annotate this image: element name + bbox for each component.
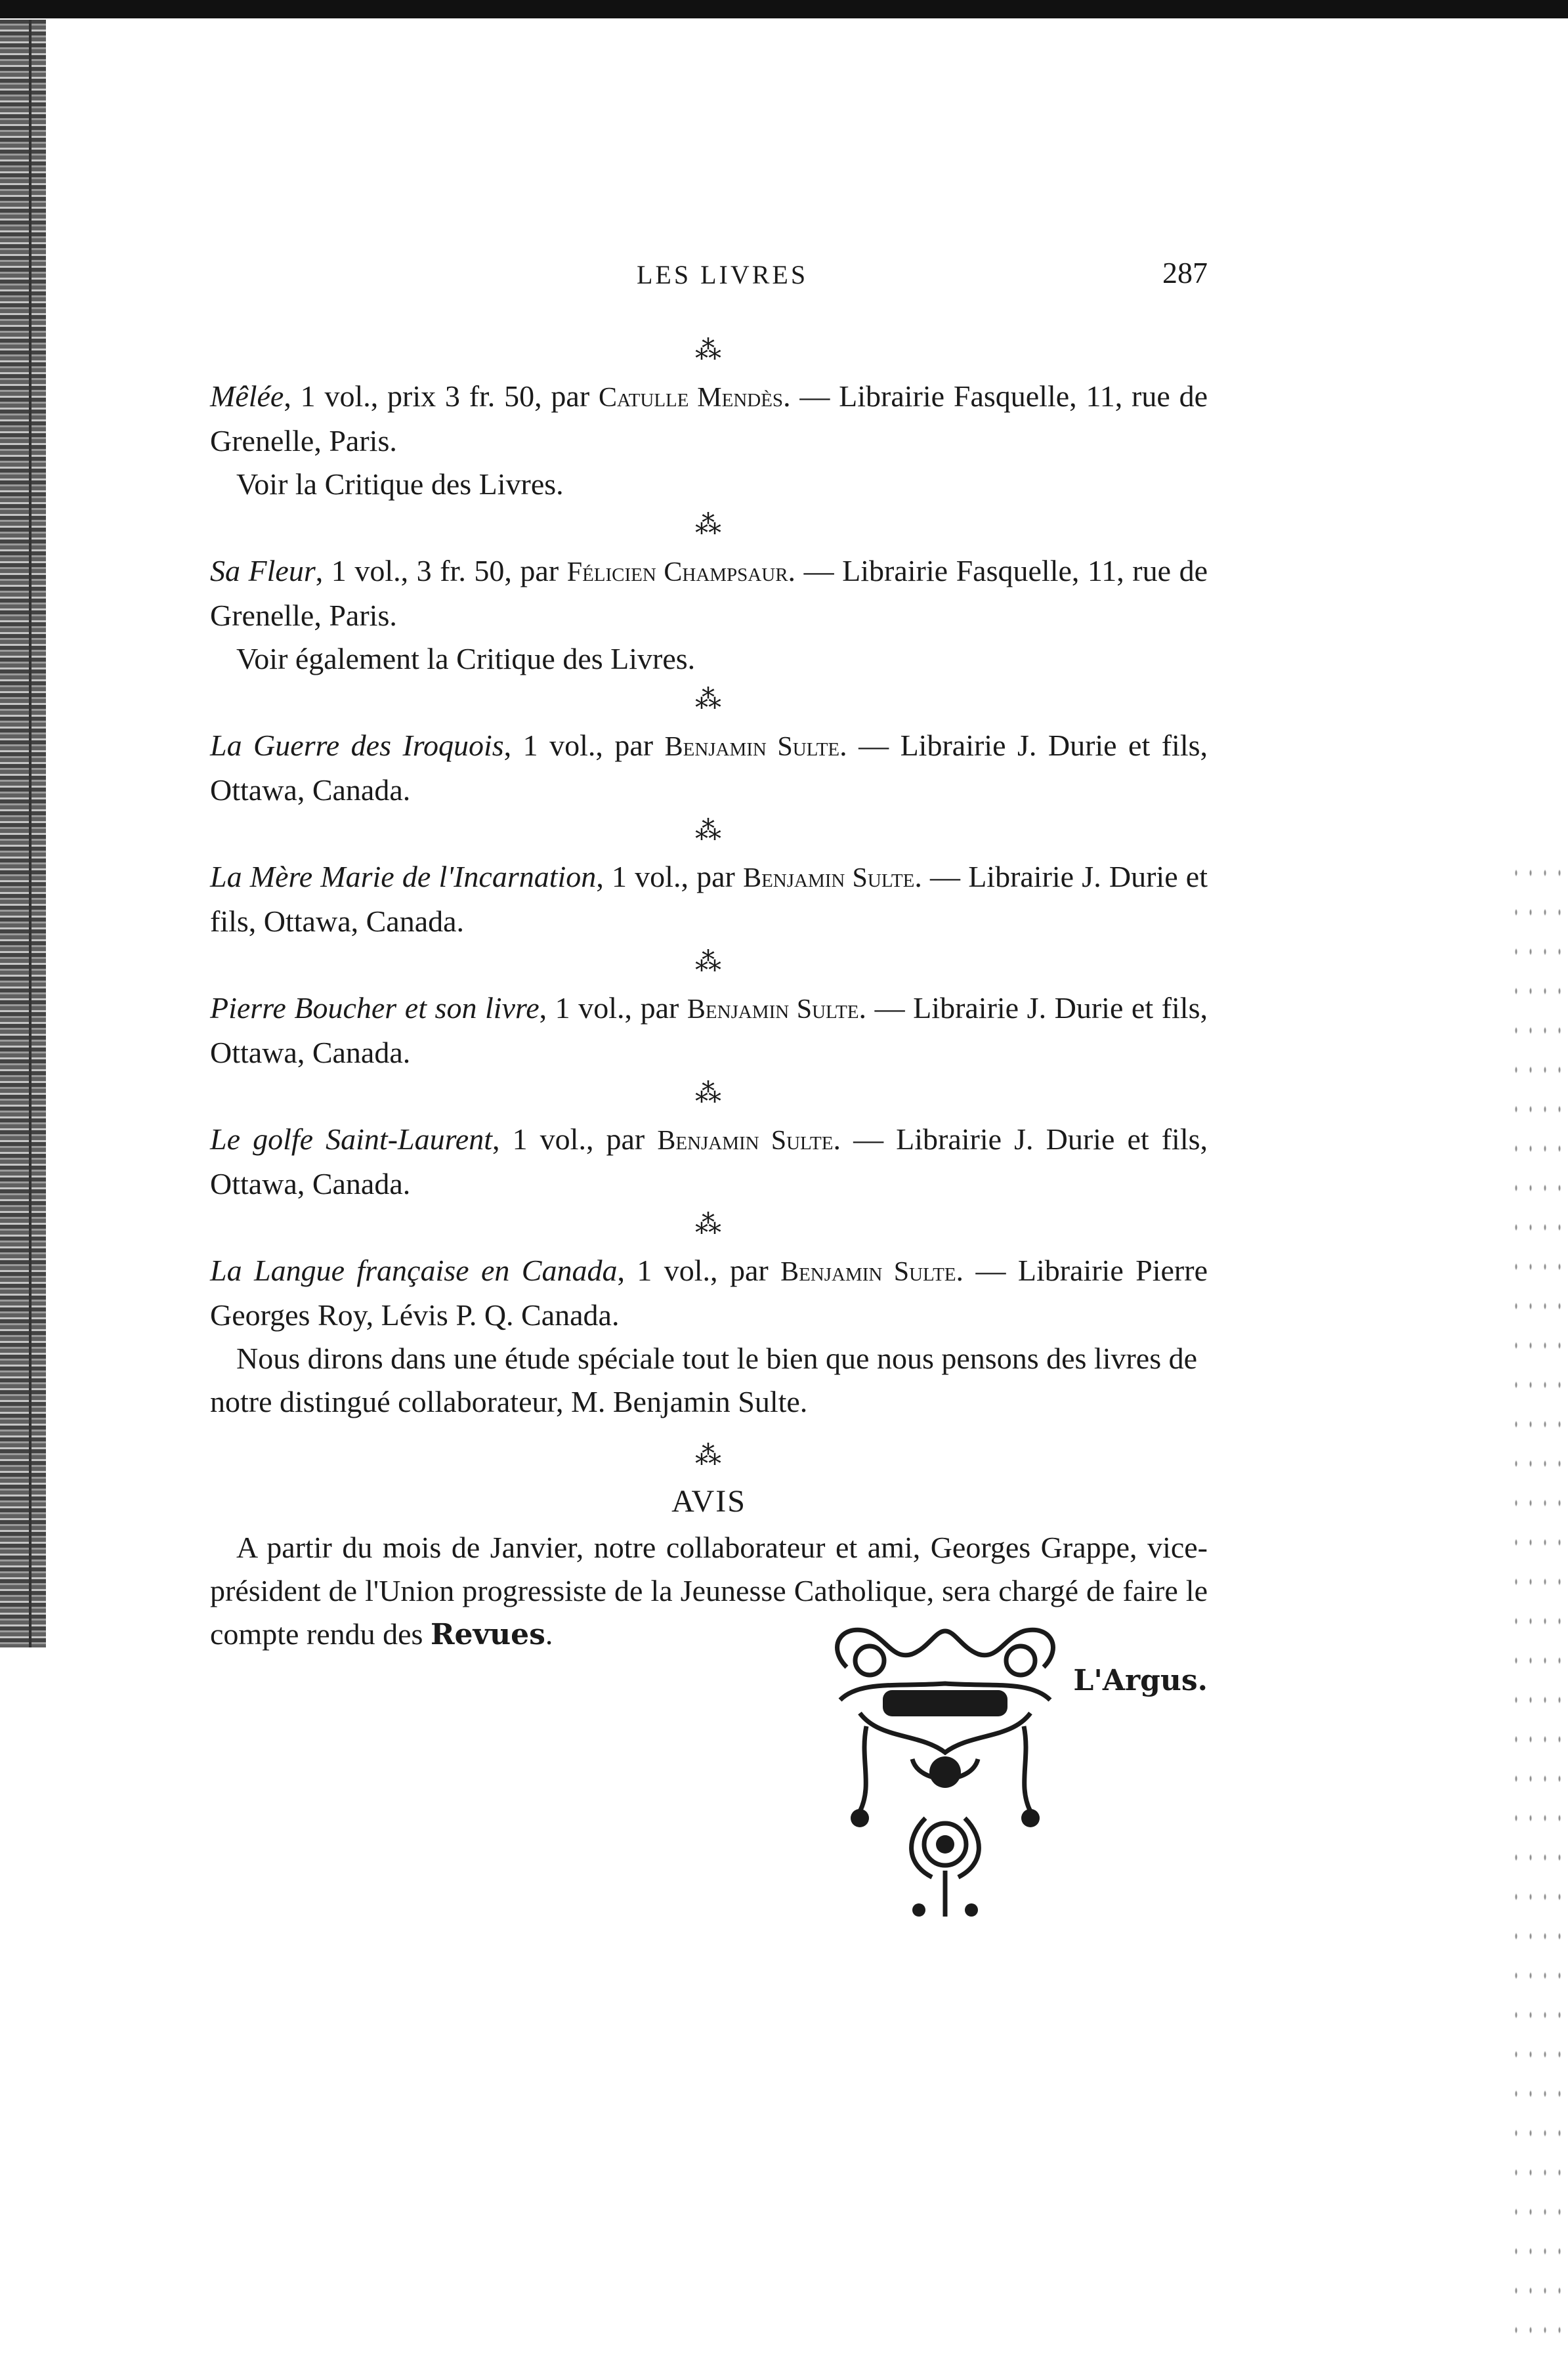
entry-note: Voir également la Critique des Livres. xyxy=(236,642,696,675)
avis-heading: AVIS xyxy=(671,1484,746,1519)
book-publisher: . — Librairie J. Durie et fils, Ottawa, Canada. xyxy=(210,729,1208,807)
asterism: ⁂ xyxy=(695,335,723,365)
book-details: , 1 vol., par xyxy=(492,1122,658,1156)
book-entry xyxy=(210,724,1208,812)
scan-right-specks xyxy=(1509,853,1568,2350)
book-details: , 1 vol., par xyxy=(503,729,665,762)
book-author: Félicien Champsaur xyxy=(566,557,788,587)
book-author: Benjamin Sulte xyxy=(687,994,859,1025)
asterism: ⁂ xyxy=(695,1078,723,1108)
scan-top-border xyxy=(0,0,1568,18)
asterism: ⁂ xyxy=(695,685,723,714)
running-head xyxy=(210,256,1208,299)
book-entry xyxy=(210,1249,1208,1337)
book-entry xyxy=(210,375,1208,463)
book-publisher: . — Librairie J. Durie et fils, Ottawa, Canada. xyxy=(210,860,1208,938)
book-title: La Langue française en Canada xyxy=(210,1254,618,1287)
book-title: Mêlée xyxy=(210,379,284,413)
signature: L'Argus. xyxy=(1073,1664,1208,1697)
book-entry xyxy=(210,1118,1208,1206)
avis-bold-word: Revues xyxy=(430,1618,545,1651)
book-details: , 1 vol., par xyxy=(539,991,687,1025)
book-title: La Mère Marie de l'Incarnation xyxy=(210,860,597,893)
book-entry xyxy=(210,855,1208,943)
book-details: , 1 vol., par xyxy=(596,860,744,893)
asterism: ⁂ xyxy=(695,510,723,540)
book-title: Le golfe Saint-Laurent xyxy=(210,1122,492,1156)
book-title: Pierre Boucher et son livre xyxy=(210,991,540,1025)
book-author: Benjamin Sulte xyxy=(664,732,840,762)
avis-text-body: A partir du mois de Janvier, notre collaborateur et ami, Georges Grappe, vice-président de l'Union progressiste de la Jeunesse Catholique, sera chargé de faire le compte rendu des xyxy=(210,1531,1208,1651)
asterism: ⁂ xyxy=(695,947,723,977)
book-publisher: . — Librairie J. Durie et fils, Ottawa, Canada. xyxy=(210,1122,1208,1200)
book-publisher: . — Librairie Fasquelle, 11, rue de Grenelle, Paris. xyxy=(210,379,1208,457)
scan-left-edge xyxy=(0,20,46,1647)
book-details: , 1 vol., 3 fr. 50, par xyxy=(315,554,567,587)
book-title: Sa Fleur xyxy=(210,554,316,587)
book-publisher: . — Librairie Fasquelle, 11, rue de Grenelle, Paris. xyxy=(210,554,1208,632)
avis-text-end: . xyxy=(545,1617,553,1651)
asterism: ⁂ xyxy=(695,1210,723,1239)
book-author: Catulle Mendès xyxy=(598,383,784,413)
book-details: , 1 vol., prix 3 fr. 50, par xyxy=(284,379,599,413)
ornament-vignette-icon xyxy=(820,1621,1070,1930)
entry-note: Nous dirons dans une étude spéciale tout le bien que nous pensons des livres de notre distingué collaborateur, M. Benjamin Sulte. xyxy=(210,1342,1198,1418)
book-author: Benjamin Sulte xyxy=(657,1126,834,1156)
book-details: , 1 vol., par xyxy=(617,1254,781,1287)
book-title: La Guerre des Iroquois xyxy=(210,729,504,762)
book-entry xyxy=(210,549,1208,637)
page-number: 287 xyxy=(1162,256,1208,289)
entry-note: Voir la Critique des Livres. xyxy=(236,467,564,501)
asterism: ⁂ xyxy=(695,816,723,845)
running-title: LES LIVRES xyxy=(637,260,809,289)
scan-left-rule xyxy=(29,20,32,1647)
book-publisher: . — Librairie Pierre Georges Roy, Lévis P. Q. Canada. xyxy=(210,1254,1208,1332)
book-author: Benjamin Sulte xyxy=(780,1257,956,1287)
asterism: ⁂ xyxy=(695,1441,723,1470)
page-body xyxy=(210,331,1208,1703)
book-entry xyxy=(210,987,1208,1074)
book-publisher: . — Librairie J. Durie et fils, Ottawa, Canada. xyxy=(210,991,1208,1069)
book-author: Benjamin Sulte xyxy=(743,863,915,893)
